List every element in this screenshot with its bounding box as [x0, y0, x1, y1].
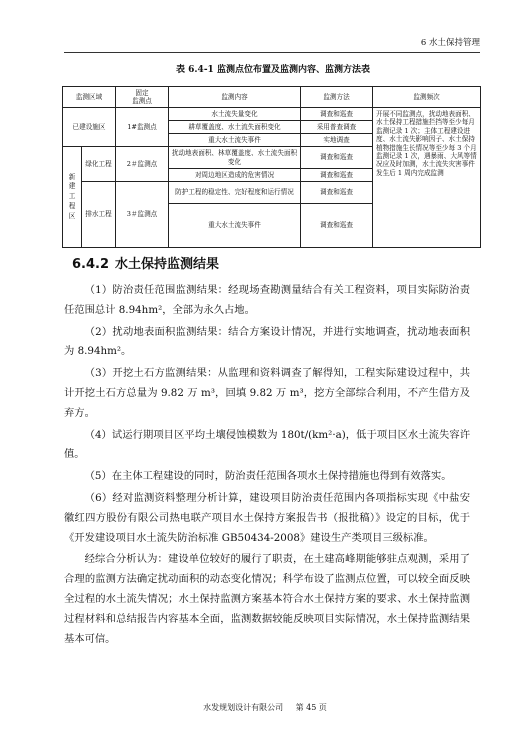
- point-2: 2＃监测点: [116, 147, 169, 182]
- row6-content: 防护工程的稳定性、完好程度和运行情况: [169, 182, 301, 204]
- row2-method: 采用普查调查: [301, 121, 373, 134]
- header-area: 监测区域: [63, 87, 116, 108]
- point-3: 3＃监测点: [116, 182, 169, 248]
- section-title: 水土保持监测结果: [115, 257, 220, 272]
- sub-drain: 排水工程: [82, 182, 116, 248]
- row7-method: 调查和巡查: [301, 204, 373, 248]
- row2-content: 耕草覆盖度、水土流失面积变化: [169, 121, 301, 134]
- row4-content: 扰动地表面积、林草覆盖度、水土流失面积变化: [169, 147, 301, 169]
- header-point-line2: 监测点: [132, 97, 152, 105]
- running-header: 6 水土保持管理: [64, 38, 480, 53]
- row3-method: 实地调查: [301, 134, 373, 147]
- paragraph-4: （4）试运行期项目区平均土壤侵蚀模数为 180t/(km²·a)，低于项目区水土流失容许值。: [64, 428, 470, 461]
- paragraph-1: （1）防治责任范围监测结果：经现场查勘测量结合有关工程资料，项目实际防治责任范围总计 8.94hm²，全部为永久占地。: [64, 284, 470, 316]
- sub-green: 绿化工程: [82, 147, 116, 182]
- paragraph-6: （6）经对监测资料整理分析计算，建设项目防治责任范围内各项指标实现《中盐安徽红四方股份有限公司热电联产项目水土保持方案报告书（报批稿）》设定的目标，优于《开发建设项目水土流失防治标准 GB50434-2008》建设生产类项目三级标准。: [64, 491, 470, 544]
- table-title: 表 6.4-1 监测点位布置及监测内容、监测方法表: [176, 65, 370, 75]
- frequency-cell: 开展不同监测点，扰动地表面积、水土保持工程措施拦挡等至少每月监测记录 1 次；主体工程建设进度、水土流失影响因子、水土保持植物措施生长情况等至少每 3 个月监测记录 1 次，遇暴雨、大风等情况应及时加测，水土流失灾害事件发生后 1 周内完成监测: [373, 108, 481, 248]
- row6-method: 调查和巡查: [301, 182, 373, 204]
- paragraph-5: （5）在主体工程建设的同时，防治责任范围各项水土保持措施也得到有效落实。: [84, 470, 452, 483]
- header-point: [116, 87, 169, 108]
- footer-company: 水发规划设计有限公司: [203, 703, 284, 712]
- paragraph-3: （3）开挖土石方监测结果：从监理和资料调查了解得知，工程实际建设过程中，共计开挖土石方总量为 9.82 万 m³，回填 9.82 万 m³，挖方全部综合利用，不产生借方及弃方。: [64, 367, 470, 419]
- region-new: [63, 147, 82, 248]
- row1-content: 水土流失量变化: [169, 108, 301, 121]
- row3-content: 重大水土流失事件: [169, 134, 301, 147]
- row4-method: 调查和巡查: [301, 147, 373, 169]
- header-content: 监测内容: [169, 87, 301, 108]
- row5-content: 对周边地区造成的危害情况: [169, 169, 301, 182]
- row1-method: 调查和巡查: [301, 108, 373, 121]
- table-row: [63, 108, 481, 121]
- region-new-label: 新建工程区: [68, 172, 76, 220]
- paragraph-7: 经综合分析认为：建设单位较好的履行了职责，在土建高峰期能够驻点观测，采用了合理的监测方法确定扰动面积的动态变化情况；科学布设了监测点位置，可以较全面反映全过程的水土流失情况；水土保持监测方案基本符合水土保持方案的要求、水土保持监测过程材料和总结报告内容基本全面，监测数据较能反映项目实际情况，水土保持监测结果基本可信。: [64, 553, 470, 645]
- footer-page-number: 第 45 页: [295, 703, 327, 712]
- monitoring-table: [62, 86, 481, 248]
- section-heading: [72, 256, 219, 273]
- table-header-row: [63, 87, 481, 108]
- page-footer: [0, 702, 530, 713]
- section-number: 6.4.2: [72, 257, 110, 272]
- point-1: 1#监测点: [116, 108, 169, 147]
- header-point-line1: 固定: [135, 88, 149, 97]
- header-frequency: 监测频次: [373, 87, 481, 108]
- paragraph-2: （2）扰动地表面积监测结果：结合方案设计情况，并进行实地调查，扰动地表面积为 8.94hm²。: [64, 325, 470, 358]
- row7-content: 重大水土流失事件: [169, 204, 301, 248]
- header-method: 监测方法: [301, 87, 373, 108]
- body-text: [64, 281, 470, 651]
- row5-method: 调查和巡查: [301, 169, 373, 182]
- region-built: 已建设施区: [63, 108, 116, 147]
